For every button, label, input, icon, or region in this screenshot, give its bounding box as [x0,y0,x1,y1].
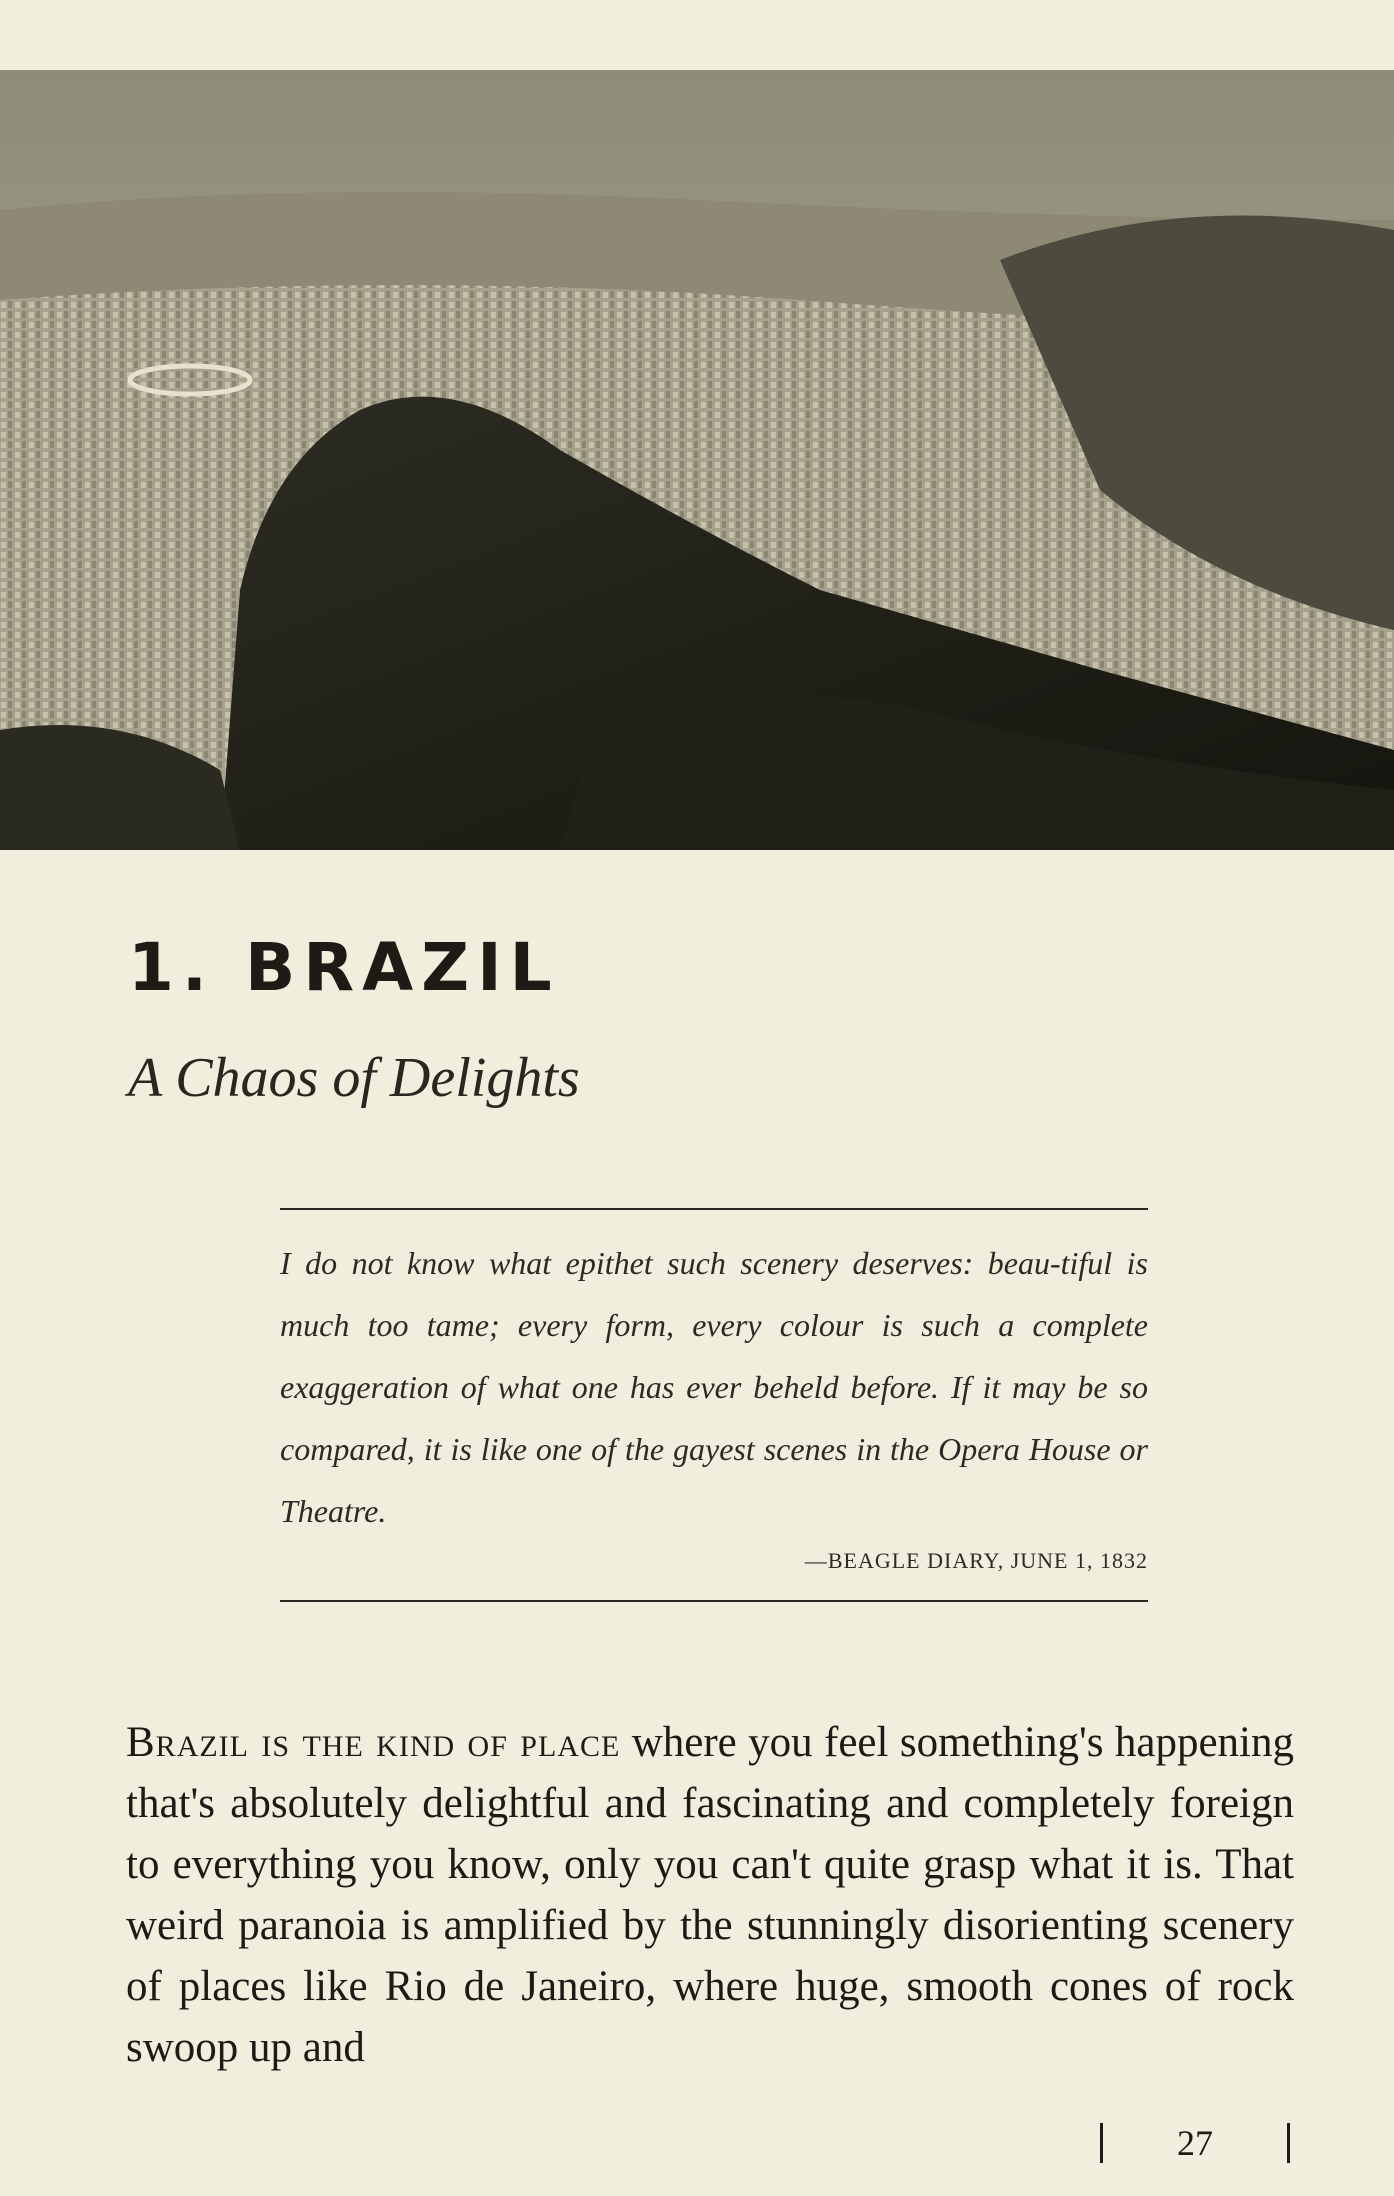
chapter-number: 1. [128,929,215,1006]
folio-rule-right [1287,2123,1290,2163]
epigraph-source: —BEAGLE DIARY, JUNE 1, 1832 [804,1548,1148,1573]
chapter-photo [0,70,1394,850]
chapter-title: BRAZIL [245,929,560,1006]
rio-landscape-image [0,70,1394,850]
body-text: where you feel something's happening that's absolutely delightful and fascinating and completely foreign to everything you know, only you can't quite grasp what it is. That weird paranoia is amplified by the stunningly disorienting scenery of places like Rio de Janeiro, where huge, smooth cones of rock swoop up and [126,1719,1294,2071]
epigraph-text: I do not know what epithet such scenery deserves: beau-tiful is much too tame; every form, every colour is such a complete exaggeration of what one has ever beheld before. If it may be so compared, it is like one of the gayest scenes in the Opera House or Theatre. [280,1245,1148,1529]
page-footer [1100,2122,1290,2164]
epigraph [280,1208,1148,1602]
body-lead-in: Brazil is the kind of place [126,1719,621,1766]
page-number: 27 [1177,2123,1213,2163]
body-paragraph [126,1712,1294,2078]
folio-rule-left [1100,2123,1103,2163]
chapter-subtitle: A Chaos of Delights [128,1047,580,1109]
chapter-heading [128,929,560,1006]
